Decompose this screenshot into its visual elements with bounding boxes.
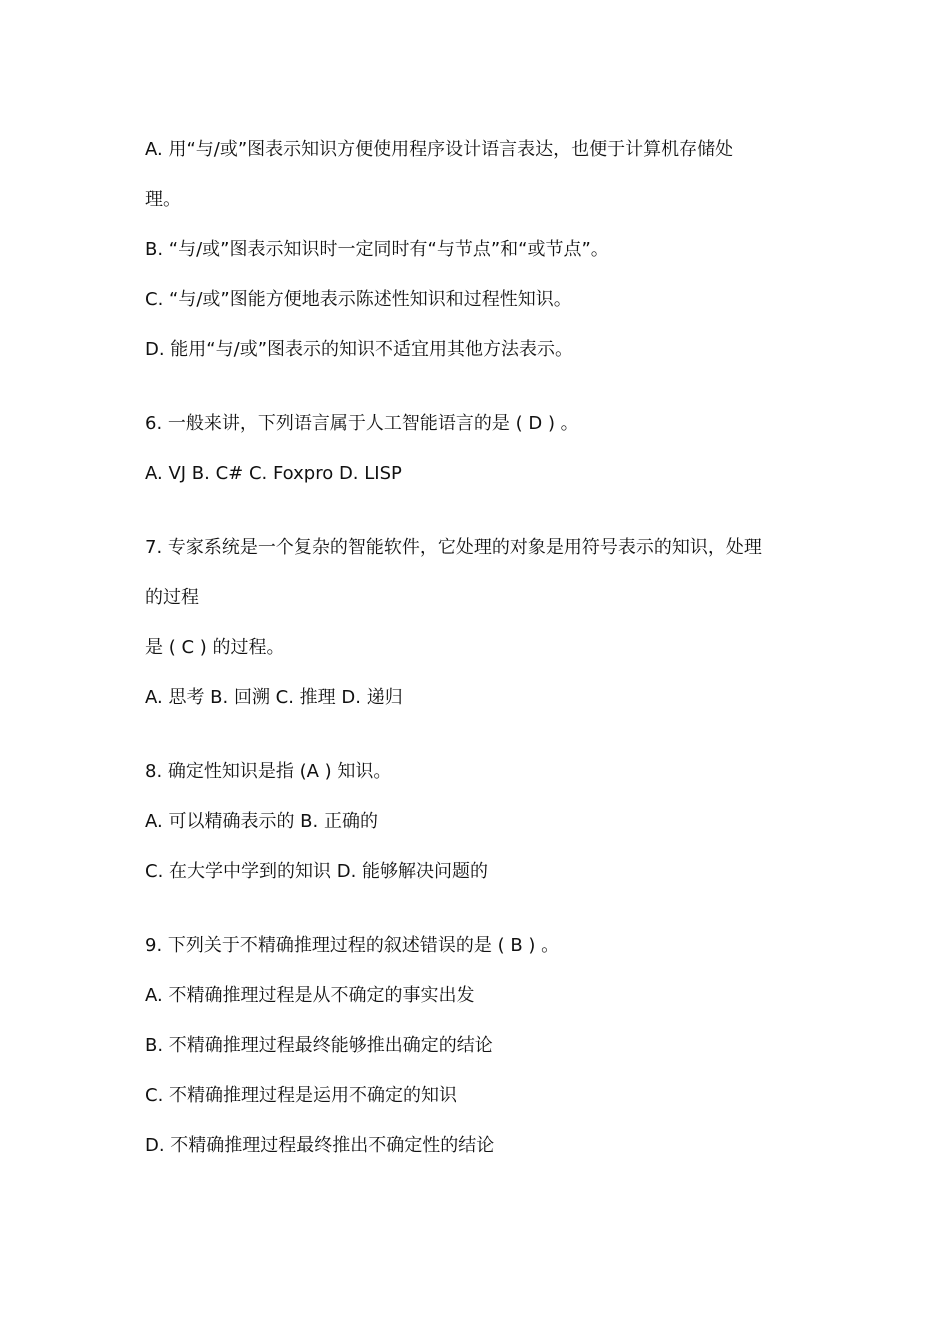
q6-question: 6. 一般来讲，下列语言属于人工智能语言的是 ( D ) 。 <box>145 413 579 434</box>
q7-question-line2: 的过程 <box>145 587 199 608</box>
q7-question-line1: 7. 专家系统是一个复杂的智能软件，它处理的对象是用符号表示的知识，处理 <box>145 537 762 558</box>
q7-options: A. 思考 B. 回溯 C. 推理 D. 递归 <box>145 687 403 708</box>
q7-question-line3: 是 ( C ) 的过程。 <box>145 637 285 658</box>
q9-option-c: C. 不精确推理过程是运用不确定的知识 <box>145 1085 458 1106</box>
q9-question: 9. 下列关于不精确推理过程的叙述错误的是 ( B ) 。 <box>145 935 560 956</box>
q8-options-line2: C. 在大学中学到的知识 D. 能够解决问题的 <box>145 861 489 882</box>
q8-question: 8. 确定性知识是指 (A ) 知识。 <box>145 761 392 782</box>
q5-option-a-line2: 理。 <box>145 189 181 210</box>
q5-option-a-line1: A. 用“与/或”图表示知识方便使用程序设计语言表达，也便于计算机存储处 <box>145 139 734 160</box>
q9-option-d: D. 不精确推理过程最终推出不确定性的结论 <box>145 1135 495 1156</box>
q6-options: A. VJ B. C# C. Foxpro D. LISP <box>145 463 402 484</box>
q9-option-a: A. 不精确推理过程是从不确定的事实出发 <box>145 985 475 1006</box>
q5-option-d: D. 能用“与/或”图表示的知识不适宜用其他方法表示。 <box>145 339 574 360</box>
q5-option-c: C. “与/或”图能方便地表示陈述性知识和过程性知识。 <box>145 289 572 310</box>
q8-options-line1: A. 可以精确表示的 B. 正确的 <box>145 811 378 832</box>
q9-option-b: B. 不精确推理过程最终能够推出确定的结论 <box>145 1035 493 1056</box>
q5-option-b: B. “与/或”图表示知识时一定同时有“与节点”和“或节点”。 <box>145 239 609 260</box>
